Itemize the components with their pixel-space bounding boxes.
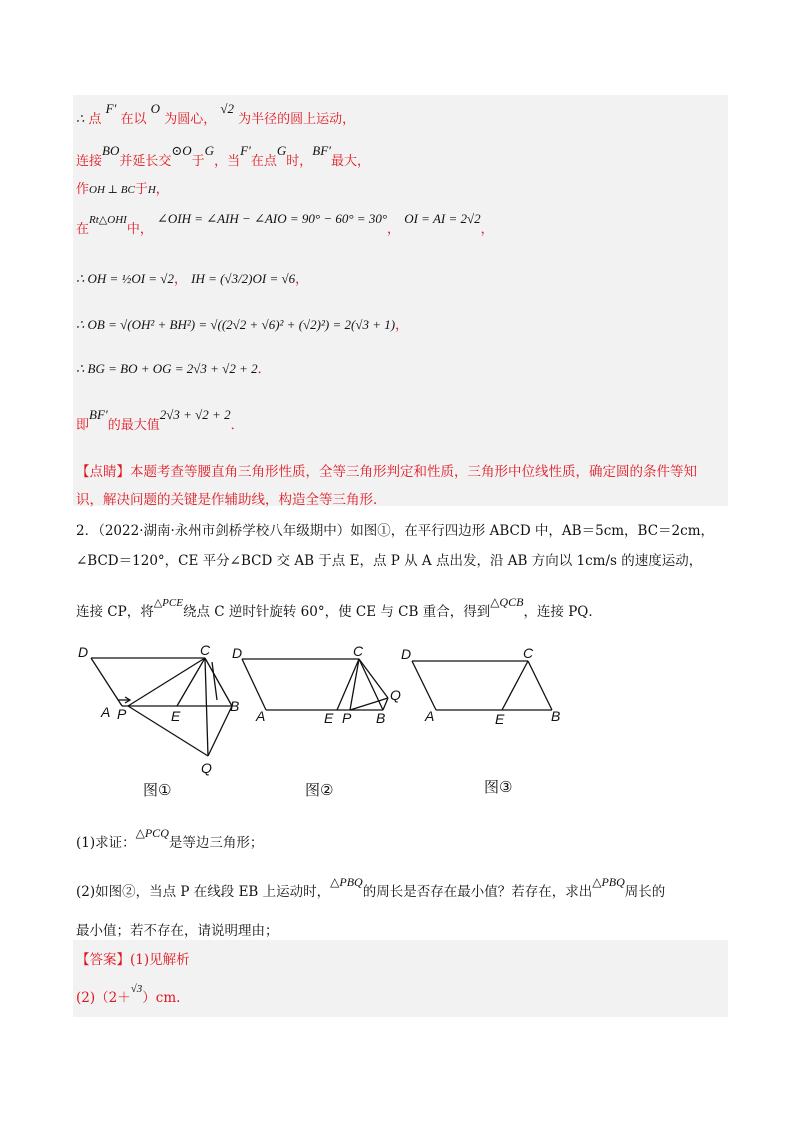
- fig3-label-c: C: [523, 645, 534, 661]
- fig3-side-cb: [528, 661, 552, 710]
- fig3-side-da: [412, 661, 436, 710]
- fig2-label-p: P: [342, 710, 352, 726]
- question-1: (1)求证：△PCQ是等边三角形；: [76, 826, 264, 851]
- fig2-label-e: E: [324, 710, 334, 726]
- fig1-label-c: C: [200, 642, 211, 658]
- fig2-label-c: C: [353, 643, 364, 659]
- fig2-side-cb: [359, 659, 383, 710]
- figure-1: [91, 658, 232, 756]
- problem-line-2: ∠BCD＝120°，CE 平分∠BCD 交 AB 于点 E，点 P 从 A 点出发，沿 AB 方向以 1cm/s 的速度运动，: [76, 553, 703, 569]
- fig1-seg-bq: [208, 706, 232, 756]
- figure-1-caption: 图①: [143, 781, 172, 799]
- fig1-label-q: Q: [201, 760, 212, 776]
- fig3-label-e: E: [495, 711, 505, 727]
- figure-3: [412, 661, 552, 710]
- fig1-seg-inner: [212, 662, 217, 700]
- solution-line-8: 即BF′的最大值2√3 + √2 + 2．: [76, 407, 244, 433]
- solution-line-6: ∴ OB = √(OH² + BH²) = √((2√2 + √6)² + (√2)²) = 2(√3 + 1)，: [76, 317, 409, 333]
- comment-line-1: 【点睛】本题考查等腰直角三角形性质，全等三角形判定和性质，三角形中位线性质，确定圆的条件等知: [76, 464, 697, 480]
- geometry-figures: [70, 640, 730, 790]
- fig1-seg-pq: [128, 706, 208, 756]
- fig3-label-a: A: [425, 708, 435, 724]
- fig1-label-b: B: [230, 698, 240, 714]
- fig1-label-p: P: [117, 706, 127, 722]
- solution-line-1: ∴ 点 F′ 在以 O 为圆心， √2 为半径的圆上运动，: [76, 101, 356, 127]
- fig2-side-da: [242, 659, 266, 710]
- fig2-label-d: D: [232, 645, 243, 661]
- fig2-seg-ce: [337, 659, 359, 710]
- problem-line-1: 2．（2022·湖南·永州市剑桥学校八年级期中）如图①，在平行四边形 ABCD 中，AB＝5cm，BC＝2cm，: [76, 523, 715, 539]
- solution-line-7: ∴ BG = BO + OG = 2√3 + √2 + 2．: [76, 361, 271, 377]
- fig1-side-cb: [205, 658, 232, 706]
- figure-3-caption: 图③: [484, 778, 513, 796]
- fig2-label-b: B: [376, 710, 386, 726]
- figure-2-caption: 图②: [305, 781, 334, 799]
- fig3-seg-ce: [502, 661, 528, 710]
- fig1-side-da: [91, 658, 122, 706]
- fig2-seg-cp: [350, 659, 359, 710]
- figure-2: [242, 659, 388, 710]
- solution-line-5: ∴ OH = ½OI = √2， IH = (√3/2)OI = √6，: [76, 271, 309, 287]
- fig1-seg-cp: [128, 658, 205, 706]
- solution-line-2: 连接BO并延长交⊙O于G，当F′在点G时，BF′最大，: [76, 143, 371, 169]
- answer-line-1: 【答案】(1)见解析: [76, 952, 190, 968]
- fig3-label-b: B: [551, 708, 561, 724]
- fig2-seg-cq: [359, 659, 388, 698]
- fig2-label-a: A: [256, 708, 266, 724]
- answer-line-2: (2)（2＋$^{√3}$）cm.: [76, 983, 181, 1006]
- fig1-label-e: E: [171, 708, 181, 724]
- fig1-seg-ce: [177, 658, 205, 706]
- question-2-line-2: 最小值；若不存在，请说明理由；: [76, 923, 279, 939]
- fig1-label-a: A: [101, 704, 111, 720]
- fig2-label-q: Q: [390, 687, 401, 703]
- solution-line-3: 作OH ⊥ BC于H，: [76, 182, 169, 197]
- fig1-label-d: D: [78, 644, 89, 660]
- fig3-label-d: D: [401, 646, 412, 662]
- question-2-line-1: (2)如图②，当点 P 在线段 EB 上运动时，△PBQ的周长是否存在最小值？若存在，求出△PBQ周长的: [76, 875, 666, 900]
- fig1-seg-cq: [205, 658, 208, 756]
- comment-line-2: 识，解决问题的关键是作辅助线，构造全等三角形．: [76, 492, 387, 508]
- solution-line-4: 在$^{Rt\triangle OHI}$中， ∠OIH = ∠AIH − ∠AIO = 90° − 60° = 30°， OI = AI = 2√2，: [76, 211, 494, 237]
- problem-line-3: 连接 CP，将$^{\triangle PCE}$绕点 C 逆时针旋转 60°，使 CE 与 CB 重合，得到△QCB，连接 PQ．: [76, 595, 602, 620]
